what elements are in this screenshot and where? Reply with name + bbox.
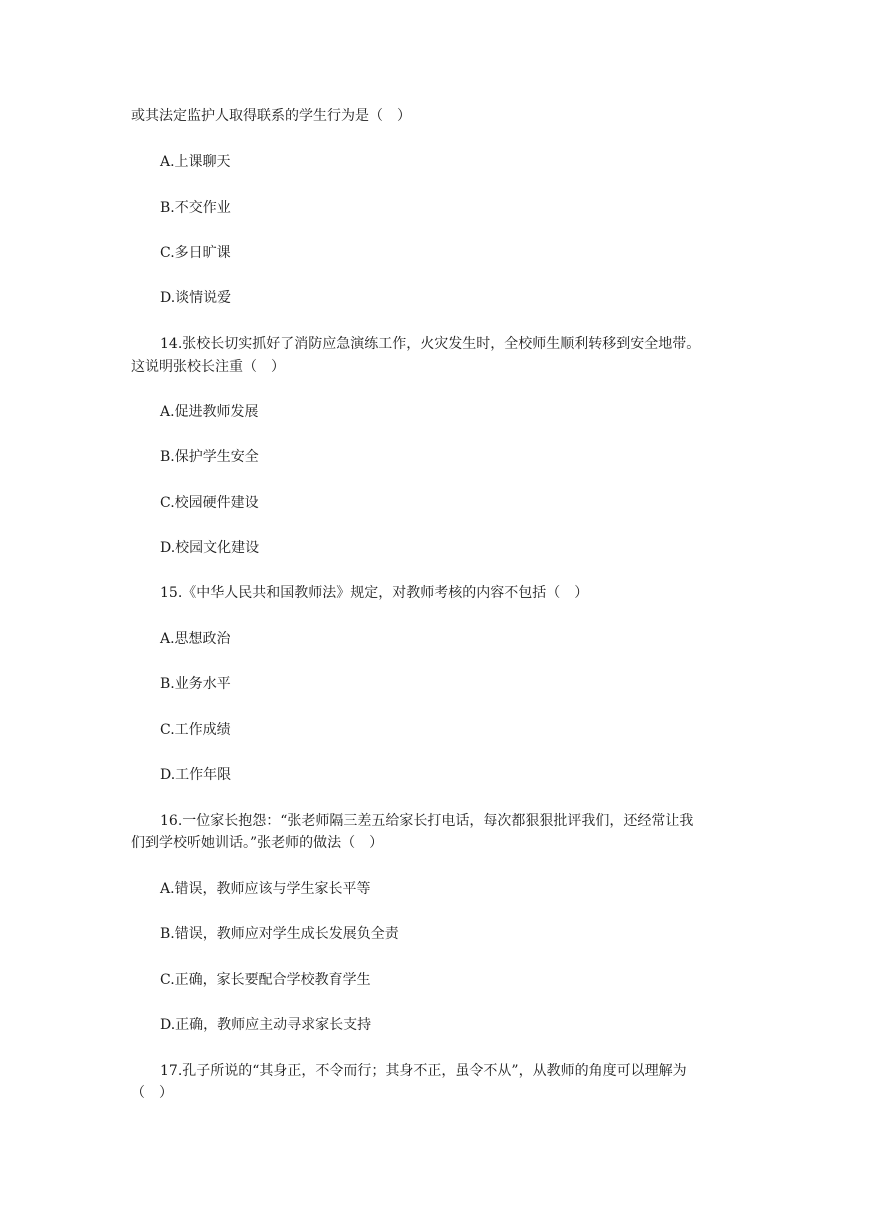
q15-option-d: D.工作年限 <box>160 767 232 783</box>
q14-stem-line1: 14.张校长切实抓好了消防应急演练工作，火灾发生时，全校师生顺利转移到安全地带。 <box>160 336 701 352</box>
q17-stem-line2: （ ） <box>131 1085 173 1101</box>
q14-option-c: C.校园硬件建设 <box>160 495 259 511</box>
q16-option-b: B.错误，教师应对学生成长发展负全责 <box>160 926 399 942</box>
q13-option-b: B.不交作业 <box>160 200 231 216</box>
q16-option-c: C.正确，家长要配合学校教育学生 <box>160 972 371 988</box>
q16-option-a: A.错误，教师应该与学生家长平等 <box>160 881 371 897</box>
q13-option-d: D.谈情说爱 <box>160 290 232 306</box>
q16-option-d: D.正确，教师应主动寻求家长支持 <box>160 1017 372 1033</box>
q15-stem: 15.《中华人民共和国教师法》规定，对教师考核的内容不包括（ ） <box>160 585 589 601</box>
q16-stem-line1: 16.一位家长抱怨：“张老师隔三差五给家长打电话，每次都狠狠批评我们，还经常让我 <box>160 813 694 829</box>
q14-stem-line2: 这说明张校长注重（ ） <box>131 359 285 375</box>
q13-stem-tail: 或其法定监护人取得联系的学生行为是（ ） <box>131 108 411 124</box>
q14-option-a: A.促进教师发展 <box>160 404 259 420</box>
q17-stem-line1: 17.孔子所说的“其身正，不令而行；其身不正，虽令不从”，从教师的角度可以理解为 <box>160 1063 687 1079</box>
q13-option-c: C.多日旷课 <box>160 245 231 261</box>
q14-option-d: D.校园文化建设 <box>160 540 260 556</box>
q13-option-a: A.上课聊天 <box>160 154 231 170</box>
q16-stem-line2: 们到学校听她训话。”张老师的做法（ ） <box>131 835 384 851</box>
q15-option-b: B.业务水平 <box>160 676 231 692</box>
q15-option-a: A.思想政治 <box>160 631 231 647</box>
q14-option-b: B.保护学生安全 <box>160 449 259 465</box>
q15-option-c: C.工作成绩 <box>160 722 231 738</box>
